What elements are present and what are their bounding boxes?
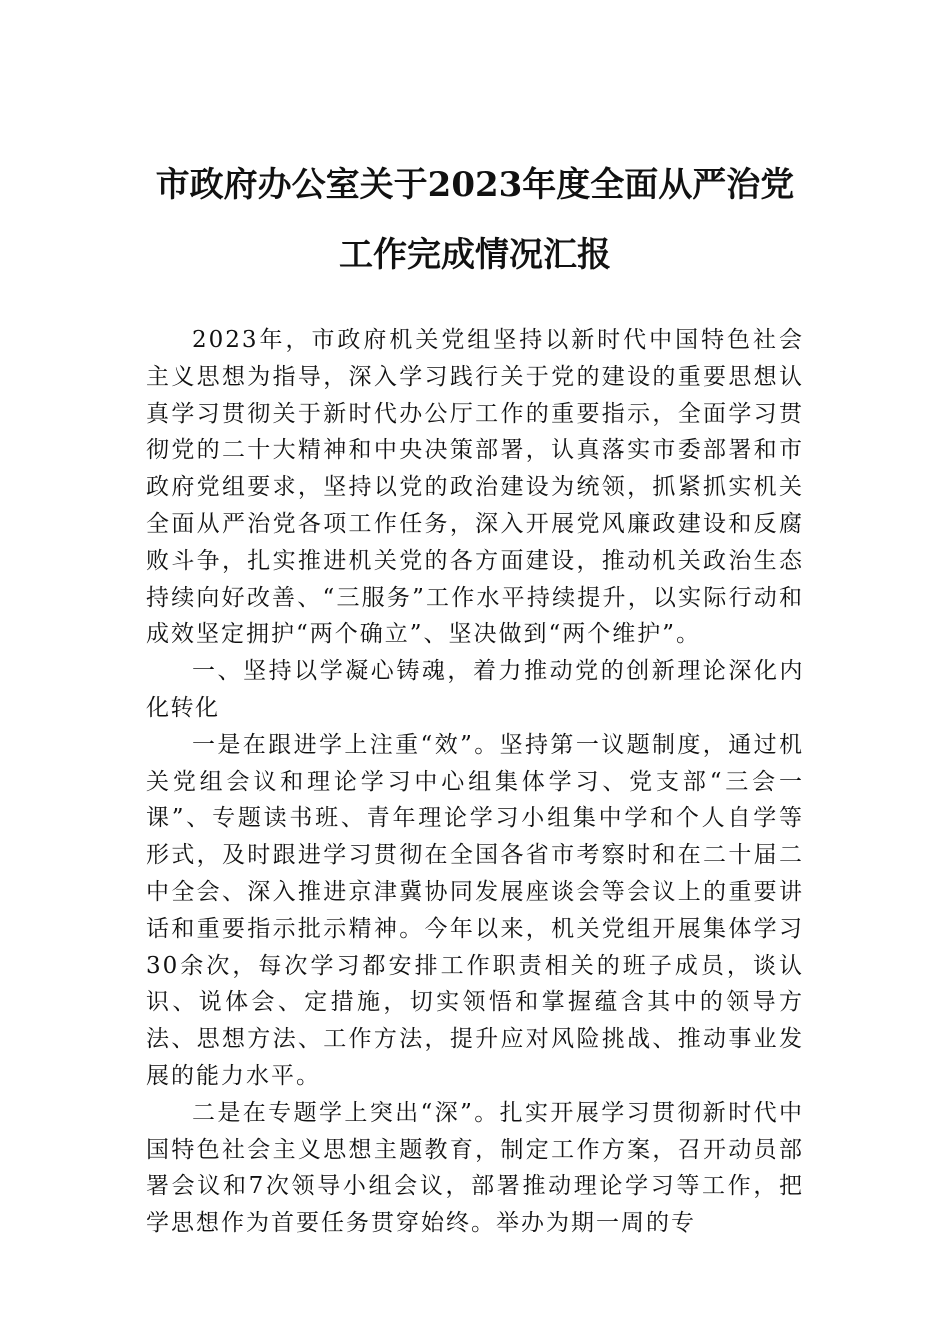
body-paragraph: 二是在专题学上突出“深”。扎实开展学习贯彻新时代中国特色社会主义思想主题教育，制定工作方案，召开动员部署会议和7次领导小组会议，部署推动理论学习等工作，把学思想作为首要任务贯穿始终。举办为期一周的专 — [146, 1099, 804, 1237]
body-paragraph: 一是在跟进学上注重“效”。坚持第一议题制度，通过机关党组会议和理论学习中心组集体学习、党支部“三会一课”、专题读书班、青年理论学习小组集中学和个人自学等形式，及时跟进学习贯彻在全国各省市考察时和在二十届二中全会、深入推进京津冀协同发展座谈会等会议上的重要讲话和重要指示批示精神。今年以来，机关党组开展集体学习30余次，每次学习都安排工作职责相关的班子成员，谈认识、说体会、定措施，切实领悟和掌握蕴含其中的领导方法、思想方法、工作方法，提升应对风险挑战、推动事业发展的能力水平。 — [146, 731, 804, 1089]
document-title-line-2: 工作完成情况汇报 — [339, 235, 611, 275]
section-heading-1: 一、坚持以学凝心铸魂，着力推动党的创新理论深化内化转化 — [146, 658, 804, 721]
document-body — [146, 322, 804, 1242]
document-title-line-1: 市政府办公室关于2023年度全面从严治党 — [155, 165, 795, 205]
intro-paragraph: 2023年，市政府机关党组坚持以新时代中国特色社会主义思想为指导，深入学习践行关于党的建设的重要思想认真学习贯彻关于新时代办公厅工作的重要指示，全面学习贯彻党的二十大精神和中央决策部署，认真落实市委部署和市政府党组要求，坚持以党的政治建设为统领，抓紧抓实机关全面从严治党各项工作任务，深入开展党风廉政建设和反腐败斗争，扎实推进机关党的各方面建设，推动机关政治生态持续向好改善、“三服务”工作水平持续提升，以实际行动和成效坚定拥护“两个确立”、坚决做到“两个维护”。 — [146, 327, 804, 648]
